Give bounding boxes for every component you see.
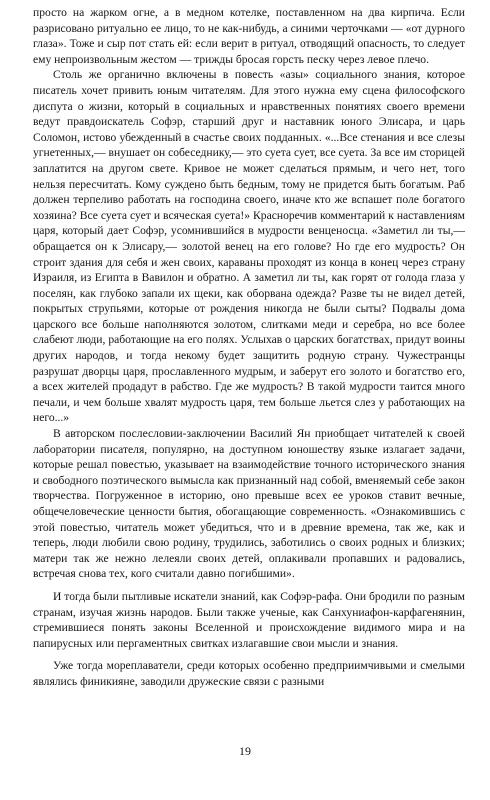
paragraph: В авторском послесловии-заключении Василий Ян приобщает читателей к своей лаборатории писателя, популярно, на доступном юношеству языке излагает задачи, которые решал повестью, указывает на взаимодействие точного исторического знания и свободного поэтического вымысла как признанный над собой, вменяемый себе закон творчества. Погруженное в историю, оно превыше всех ее уроков ставит вечные, общечеловеческие ценности бытия, обогащающие современность. «Ознакомившись с этой повестью, читатель может убедиться, что и в древние времена, так же, как и теперь, люди любили свою родину, трудились, заботились о своих родных и близких; матери так же нежно лелеяли своих детей, оплакивали пропавших и радовались, встречая снова тех, кого считали давно погибшими». <box>33 427 465 581</box>
body-text <box>33 5 465 690</box>
paragraph: И тогда были пытливые искатели знаний, как Софэр-рафа. Они бродили по разным странам, изучая жизнь народов. Были также ученые, как Санхуниафон-карфагенянин, стремившиеся понять законы Вселенной и происхождение видимого мира и на папирусных или пергаментных свитках излагавшие свои мысли и знания. <box>33 589 465 650</box>
page-number: 19 <box>239 744 251 758</box>
paragraph-continuation: просто на жарком огне, а в медном котелке, поставленном на два кирпича. Если разрисовано ритуально ее лицо, то не как-нибудь, а синими черточками — «от дурного глаза». Тоже и сыр пот стать ей: если верит в ритуал, отводящий опасность, то следует ему непроизвольным жестом — трижды бросая горсть песку через левое плечо. <box>33 6 465 66</box>
paragraph: Уже тогда мореплаватели, среди которых особенно предприимчивыми и смелыми являлись финикияне, заводили дружеские связи с разными <box>33 659 465 688</box>
paragraph: Столь же органично включены в повесть «азы» социального знания, которое писатель хочет привить юным читателям. Для этого нужна ему сцена философского диспута о жизни, который в социальных и нравственных понятиях своего времени ведут правдоискатель Софэр, старший друг и наставник юного Элисара, и царь Соломон, истово убежденный в счастье своих подданных. «...Все стенания и все слезы угнетенных,— внушает он собеседнику,— это суета сует, все суета. За все им сторицей заплатится на другом свете. Кривое не может сделаться прямым, и чего нет, того нельзя пересчитать. Кому суждено быть бедным, тому не придется быть богатым. Раб должен терпеливо работать на господина своего, иначе кто же вспашет поле богатого хозяина? Все суета сует и всяческая суета!» Красноречив комментарий к наставлениям царя, который дает Софэр, усомнившийся в мудрости венценосца. «Заметил ли ты,— обращается он к Элисару,— золотой венец на его голове? Но где его мудрость? Он строит здания для себя и жен своих, караваны проходят из конца в конец через страну Израиля, из Египта в Вавилон и обратно. А заметил ли ты, как горят от голода глаза у поселян, как глубоко запали их щеки, как оборвана одежда? Разве ты не видел детей, покрытых струпьями, которые от рождения никогда не были сыты? Подвалы дома царского все больше наполняются золотом, слитками меди и серебра, но все более слабеют люди, работающие на его полях. Услыхав о царских богатствах, придут воины других народов, и тогда некому будет защитить родную страну. Чужестранцы разрушат дворцы царя, прославленного мудрым, и заберут его золото и богатство его, а всех жителей продадут в рабство. Где же мудрость? В такой мудрости таится много печали, и чем больше хвалят мудрость царя, тем больше льется слез у работающих на него...» <box>33 68 465 425</box>
